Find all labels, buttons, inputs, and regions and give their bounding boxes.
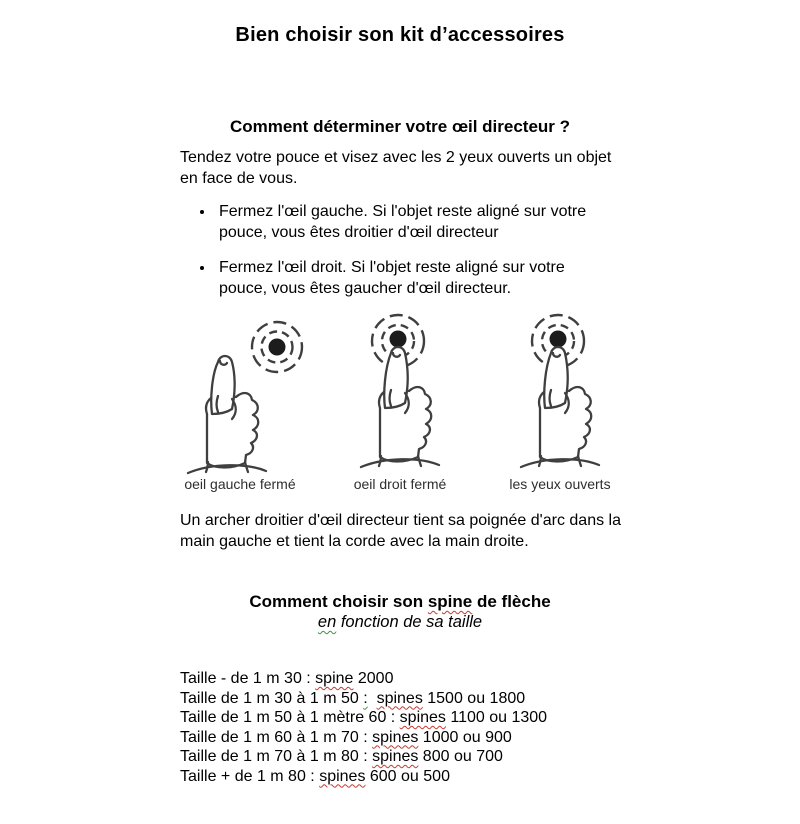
spine-size-list [180, 669, 800, 786]
text-segment: 1500 ou 1800 [422, 689, 526, 707]
spine-section [0, 592, 800, 786]
spellcheck-marked-word: : [363, 689, 368, 707]
bullet-item-close-right-eye: • Fermez l'œil droit. Si l'objet reste aligné sur votre pouce, vous êtes gaucher d'œil directeur. [215, 257, 617, 299]
figure-caption: les yeux ouverts [509, 476, 611, 492]
text-segment: 1100 ou 1300 [445, 709, 548, 726]
spine-section-subheading [0, 613, 800, 632]
spine-size-row [180, 747, 800, 767]
eye-section-heading: Comment déterminer votre œil directeur ? [229, 117, 571, 136]
eye-conclusion-paragraph: Un archer droitier d'œil directeur tient sa poignée d'arc dans la main gauche et tient la corde avec la main droite. [180, 512, 621, 550]
text-segment: Taille de 1 m 30 à 1 m 50 [180, 689, 364, 707]
figure-row [0, 313, 800, 492]
text-segment: Comment choisir son [249, 592, 428, 611]
spellcheck-marked-word: spines [372, 728, 419, 746]
text-segment [368, 690, 377, 707]
spellcheck-marked-word: en [317, 613, 337, 631]
page-title: Bien choisir son kit d’accessoires [235, 24, 565, 46]
spellcheck-marked-word: spines [399, 709, 446, 726]
text-segment: 800 ou 700 [418, 748, 503, 765]
figure-both-eyes-open [480, 313, 640, 492]
text-segment: 600 ou 500 [365, 767, 450, 785]
figure-right-eye-closed [320, 313, 480, 492]
spine-size-row [180, 767, 800, 787]
spellcheck-marked-word: spine [315, 670, 354, 687]
figure-caption: oeil gauche fermé [184, 476, 296, 492]
text-segment: Taille de 1 m 70 à 1 m 80 : [180, 748, 373, 765]
hand-thumb-up-target-right-icon [165, 313, 315, 475]
spellcheck-marked-word: spine [427, 592, 473, 611]
text-segment: de flèche [472, 592, 551, 611]
text-segment: 2000 [353, 670, 394, 687]
bullet-item-close-left-eye: • Fermez l'œil gauche. Si l'objet reste aligné sur votre pouce, vous êtes droitier d'œil directeur [215, 201, 617, 243]
hand-thumb-up-on-target-icon [325, 313, 475, 475]
figure-caption: oeil droit fermé [353, 476, 447, 492]
text-segment: Taille de 1 m 60 à 1 m 70 : [180, 728, 373, 746]
spine-size-row [180, 669, 800, 689]
hand-thumb-up-on-target-icon [485, 313, 635, 475]
document-page [0, 24, 800, 824]
eye-intro-paragraph: Tendez votre pouce et visez avec les 2 yeux ouverts un objet en face de vous. [180, 149, 612, 187]
text-segment: 1000 ou 900 [418, 728, 512, 746]
text-segment: Taille + de 1 m 80 : [180, 767, 320, 785]
spine-size-row [180, 708, 800, 728]
eye-bullet-list [215, 201, 617, 299]
spine-size-row [180, 689, 800, 709]
spellcheck-marked-word: spines [372, 748, 419, 765]
spine-section-heading [0, 592, 800, 612]
spellcheck-marked-word: spines [319, 767, 366, 785]
eye-director-section [0, 117, 800, 552]
text-segment: Taille de 1 m 50 à 1 mètre 60 : [180, 709, 400, 726]
text-segment: fonction de sa taille [336, 613, 483, 631]
spine-size-row [180, 728, 800, 748]
spellcheck-marked-word: spines [376, 689, 423, 707]
text-segment: Taille - de 1 m 30 : [180, 670, 316, 687]
figure-left-eye-closed [160, 313, 320, 492]
